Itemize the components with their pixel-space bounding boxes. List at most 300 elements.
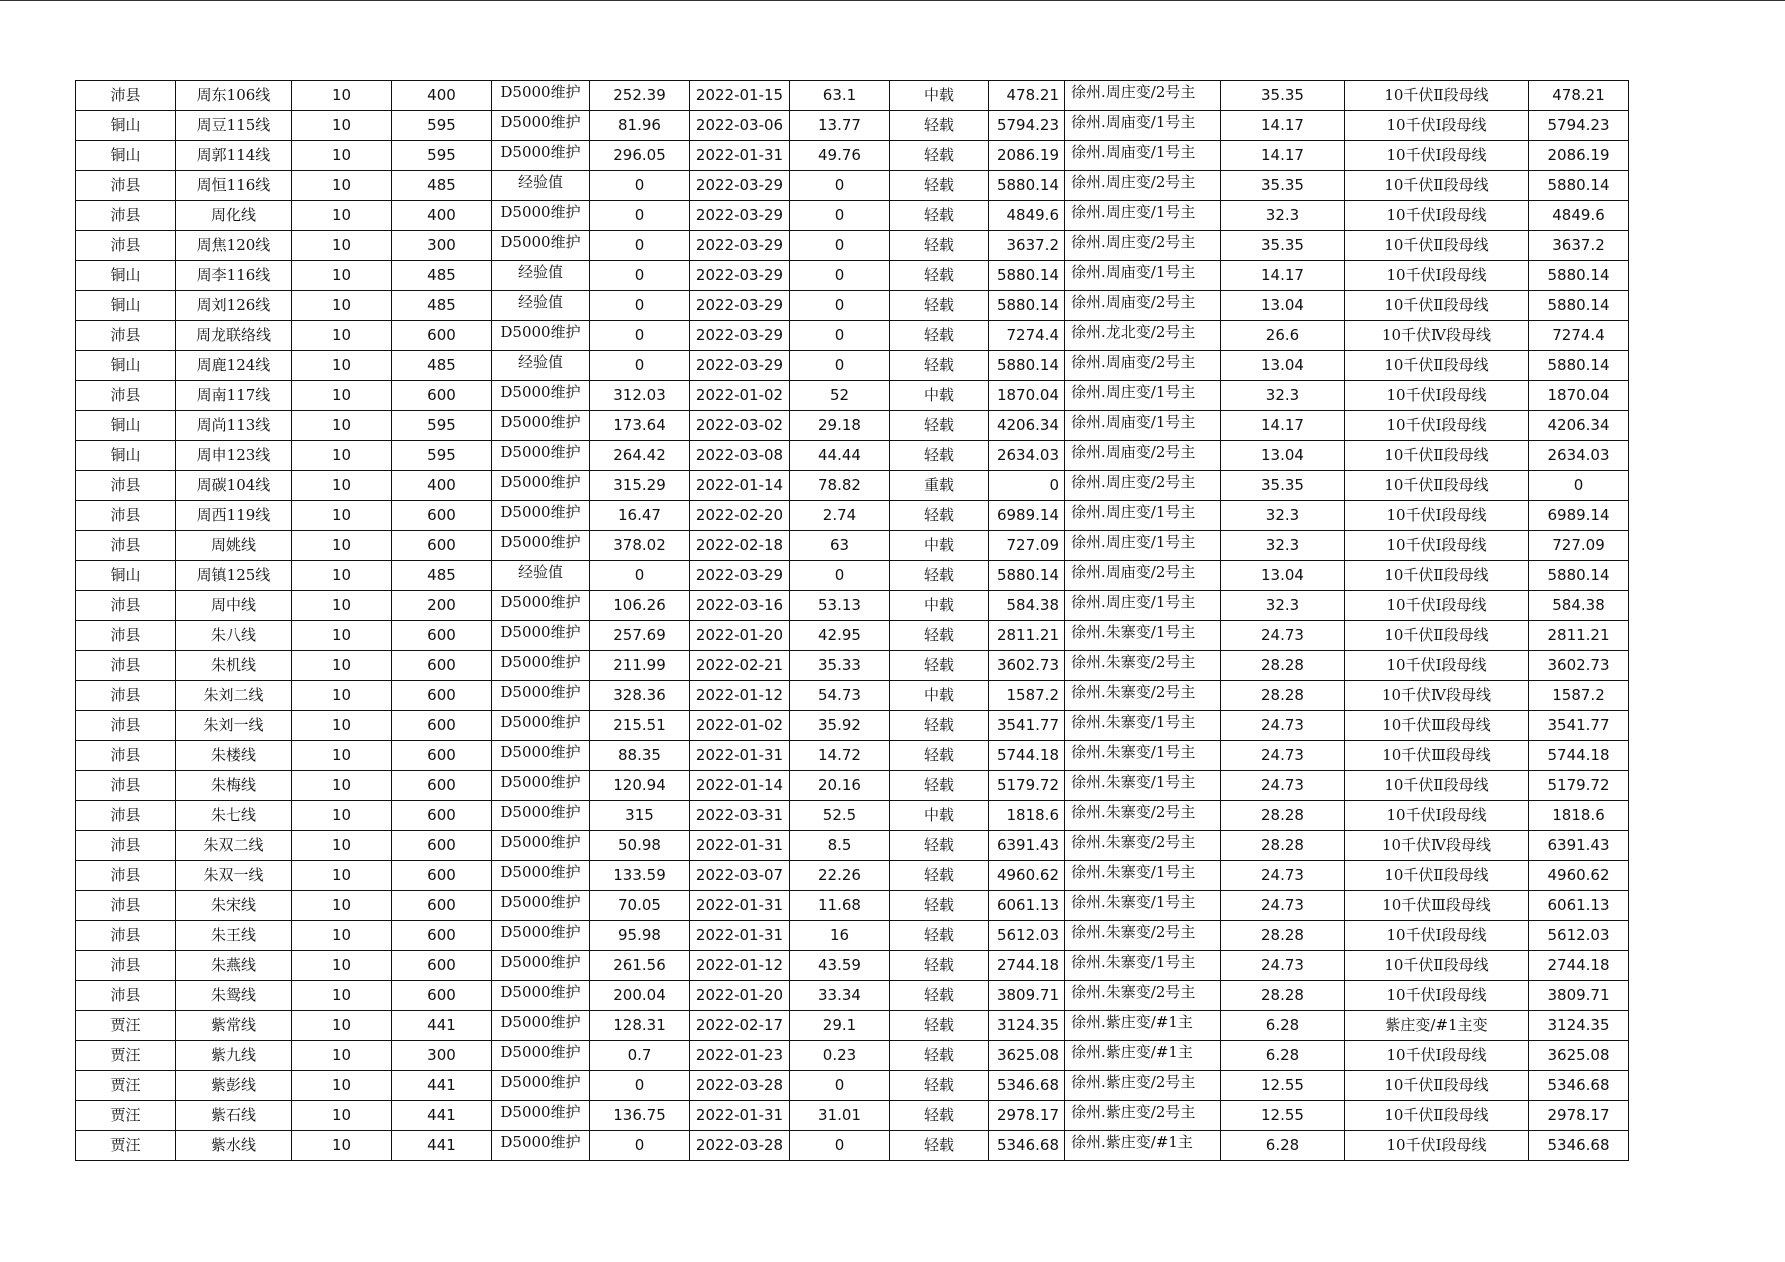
capacity-cell: 600 — [392, 951, 492, 981]
voltage-cell: 10 — [292, 1011, 392, 1041]
line-name-cell: 朱宋线 — [176, 891, 292, 921]
transformer-cell: 徐州.紫庄变/2号主 — [1065, 1071, 1221, 1101]
voltage-cell: 10 — [292, 411, 392, 441]
transformer-load-cell: 24.73 — [1221, 621, 1345, 651]
available-capacity-cell: 5346.68 — [989, 1071, 1065, 1101]
load-status-cell: 轻载 — [890, 1011, 989, 1041]
table-row — [76, 1071, 1629, 1101]
current-cell: 0 — [590, 201, 690, 231]
county-cell: 沛县 — [76, 381, 176, 411]
capacity-cell: 600 — [392, 891, 492, 921]
remaining-capacity-cell: 727.09 — [1529, 531, 1629, 561]
transformer-load-cell: 24.73 — [1221, 711, 1345, 741]
voltage-cell: 10 — [292, 261, 392, 291]
remaining-capacity-cell: 2811.21 — [1529, 621, 1629, 651]
current-cell: 88.35 — [590, 741, 690, 771]
load-status-cell: 轻载 — [890, 501, 989, 531]
available-capacity-cell: 0 — [989, 471, 1065, 501]
capacity-cell: 441 — [392, 1131, 492, 1161]
transformer-cell: 徐州.朱寨变/1号主 — [1065, 621, 1221, 651]
voltage-cell: 10 — [292, 741, 392, 771]
line-name-cell: 朱八线 — [176, 621, 292, 651]
source-cell: D5000维护 — [492, 411, 590, 441]
load-rate-cell: 52.5 — [790, 801, 890, 831]
source-cell: D5000维护 — [492, 981, 590, 1011]
date-cell: 2022-03-29 — [690, 321, 790, 351]
transformer-load-cell: 24.73 — [1221, 861, 1345, 891]
load-rate-cell: 31.01 — [790, 1101, 890, 1131]
transformer-load-cell: 32.3 — [1221, 381, 1345, 411]
bus-section-cell: 10千伏Ⅳ段母线 — [1345, 831, 1529, 861]
capacity-cell: 600 — [392, 981, 492, 1011]
source-cell: D5000维护 — [492, 771, 590, 801]
capacity-cell: 600 — [392, 711, 492, 741]
capacity-cell: 600 — [392, 651, 492, 681]
bus-section-cell: 10千伏Ⅱ段母线 — [1345, 1101, 1529, 1131]
source-cell: D5000维护 — [492, 531, 590, 561]
line-name-cell: 朱刘一线 — [176, 711, 292, 741]
source-cell: D5000维护 — [492, 81, 590, 111]
load-rate-cell: 63 — [790, 531, 890, 561]
transformer-cell: 徐州.周庙变/1号主 — [1065, 111, 1221, 141]
transformer-load-cell: 28.28 — [1221, 651, 1345, 681]
available-capacity-cell: 584.38 — [989, 591, 1065, 621]
source-cell: D5000维护 — [492, 921, 590, 951]
load-rate-cell: 0 — [790, 171, 890, 201]
load-status-cell: 轻载 — [890, 711, 989, 741]
load-status-cell: 轻载 — [890, 171, 989, 201]
transformer-cell: 徐州.紫庄变/2号主 — [1065, 1101, 1221, 1131]
date-cell: 2022-01-31 — [690, 1101, 790, 1131]
capacity-cell: 485 — [392, 261, 492, 291]
voltage-cell: 10 — [292, 81, 392, 111]
line-name-cell: 周镇125线 — [176, 561, 292, 591]
line-name-cell: 紫常线 — [176, 1011, 292, 1041]
county-cell: 沛县 — [76, 621, 176, 651]
voltage-cell: 10 — [292, 171, 392, 201]
load-status-cell: 轻载 — [890, 861, 989, 891]
bus-section-cell: 10千伏Ⅱ段母线 — [1345, 81, 1529, 111]
load-rate-cell: 0 — [790, 1071, 890, 1101]
transformer-load-cell: 13.04 — [1221, 351, 1345, 381]
line-name-cell: 周南117线 — [176, 381, 292, 411]
voltage-cell: 10 — [292, 711, 392, 741]
capacity-cell: 595 — [392, 411, 492, 441]
load-status-cell: 轻载 — [890, 1131, 989, 1161]
current-cell: 211.99 — [590, 651, 690, 681]
table-row — [76, 501, 1629, 531]
remaining-capacity-cell: 2086.19 — [1529, 141, 1629, 171]
county-cell: 铜山 — [76, 111, 176, 141]
line-name-cell: 周尚113线 — [176, 411, 292, 441]
capacity-cell: 485 — [392, 351, 492, 381]
line-name-cell: 朱梅线 — [176, 771, 292, 801]
current-cell: 0 — [590, 171, 690, 201]
current-cell: 252.39 — [590, 81, 690, 111]
table-row — [76, 951, 1629, 981]
available-capacity-cell: 5346.68 — [989, 1131, 1065, 1161]
line-name-cell: 周化线 — [176, 201, 292, 231]
bus-section-cell: 10千伏Ⅳ段母线 — [1345, 321, 1529, 351]
current-cell: 328.36 — [590, 681, 690, 711]
available-capacity-cell: 1818.6 — [989, 801, 1065, 831]
source-cell: D5000维护 — [492, 861, 590, 891]
remaining-capacity-cell: 2744.18 — [1529, 951, 1629, 981]
load-rate-cell: 0 — [790, 231, 890, 261]
capacity-cell: 600 — [392, 381, 492, 411]
voltage-cell: 10 — [292, 111, 392, 141]
transformer-cell: 徐州.紫庄变/#1主 — [1065, 1011, 1221, 1041]
line-name-cell: 朱鸳线 — [176, 981, 292, 1011]
table-row — [76, 771, 1629, 801]
source-cell: D5000维护 — [492, 501, 590, 531]
capacity-cell: 485 — [392, 561, 492, 591]
source-cell: D5000维护 — [492, 381, 590, 411]
transformer-cell: 徐州.朱寨变/2号主 — [1065, 681, 1221, 711]
capacity-cell: 441 — [392, 1101, 492, 1131]
capacity-cell: 600 — [392, 681, 492, 711]
transformer-cell: 徐州.朱寨变/1号主 — [1065, 891, 1221, 921]
transformer-cell: 徐州.朱寨变/2号主 — [1065, 981, 1221, 1011]
transformer-cell: 徐州.朱寨变/1号主 — [1065, 771, 1221, 801]
remaining-capacity-cell: 4960.62 — [1529, 861, 1629, 891]
transformer-cell: 徐州.周庄变/2号主 — [1065, 471, 1221, 501]
load-status-cell: 轻载 — [890, 771, 989, 801]
bus-section-cell: 10千伏Ⅰ段母线 — [1345, 921, 1529, 951]
capacity-cell: 595 — [392, 111, 492, 141]
date-cell: 2022-03-28 — [690, 1071, 790, 1101]
remaining-capacity-cell: 6061.13 — [1529, 891, 1629, 921]
capacity-cell: 600 — [392, 831, 492, 861]
county-cell: 沛县 — [76, 591, 176, 621]
page-top-rule — [0, 0, 1785, 1]
source-cell: D5000维护 — [492, 1131, 590, 1161]
current-cell: 296.05 — [590, 141, 690, 171]
load-status-cell: 中载 — [890, 531, 989, 561]
current-cell: 106.26 — [590, 591, 690, 621]
source-cell: D5000维护 — [492, 621, 590, 651]
remaining-capacity-cell: 1587.2 — [1529, 681, 1629, 711]
current-cell: 315.29 — [590, 471, 690, 501]
transformer-load-cell: 24.73 — [1221, 951, 1345, 981]
county-cell: 铜山 — [76, 561, 176, 591]
source-cell: D5000维护 — [492, 591, 590, 621]
transformer-cell: 徐州.周庙变/1号主 — [1065, 261, 1221, 291]
available-capacity-cell: 4206.34 — [989, 411, 1065, 441]
voltage-cell: 10 — [292, 501, 392, 531]
transformer-load-cell: 13.04 — [1221, 441, 1345, 471]
available-capacity-cell: 7274.4 — [989, 321, 1065, 351]
load-rate-cell: 63.1 — [790, 81, 890, 111]
load-rate-cell: 29.18 — [790, 411, 890, 441]
source-cell: 经验值 — [492, 171, 590, 201]
bus-section-cell: 10千伏Ⅱ段母线 — [1345, 561, 1529, 591]
capacity-cell: 400 — [392, 201, 492, 231]
transformer-load-cell: 28.28 — [1221, 981, 1345, 1011]
load-rate-cell: 78.82 — [790, 471, 890, 501]
available-capacity-cell: 5794.23 — [989, 111, 1065, 141]
table-row — [76, 321, 1629, 351]
transformer-load-cell: 28.28 — [1221, 801, 1345, 831]
load-rate-cell: 33.34 — [790, 981, 890, 1011]
table-row — [76, 891, 1629, 921]
load-rate-cell: 14.72 — [790, 741, 890, 771]
date-cell: 2022-01-12 — [690, 681, 790, 711]
current-cell: 312.03 — [590, 381, 690, 411]
bus-section-cell: 10千伏Ⅱ段母线 — [1345, 441, 1529, 471]
date-cell: 2022-03-29 — [690, 201, 790, 231]
available-capacity-cell: 2811.21 — [989, 621, 1065, 651]
bus-section-cell: 10千伏Ⅱ段母线 — [1345, 171, 1529, 201]
date-cell: 2022-02-17 — [690, 1011, 790, 1041]
date-cell: 2022-01-02 — [690, 711, 790, 741]
line-name-cell: 朱燕线 — [176, 951, 292, 981]
date-cell: 2022-03-28 — [690, 1131, 790, 1161]
county-cell: 铜山 — [76, 141, 176, 171]
table-row — [76, 681, 1629, 711]
transformer-load-cell: 6.28 — [1221, 1041, 1345, 1071]
voltage-cell: 10 — [292, 231, 392, 261]
county-cell: 贾汪 — [76, 1131, 176, 1161]
date-cell: 2022-03-29 — [690, 171, 790, 201]
bus-section-cell: 10千伏Ⅰ段母线 — [1345, 261, 1529, 291]
bus-section-cell: 10千伏Ⅰ段母线 — [1345, 411, 1529, 441]
transformer-cell: 徐州.朱寨变/2号主 — [1065, 921, 1221, 951]
remaining-capacity-cell: 6391.43 — [1529, 831, 1629, 861]
line-name-cell: 朱楼线 — [176, 741, 292, 771]
table-row — [76, 261, 1629, 291]
table-row — [76, 411, 1629, 441]
bus-section-cell: 10千伏Ⅱ段母线 — [1345, 351, 1529, 381]
available-capacity-cell: 2086.19 — [989, 141, 1065, 171]
transformer-load-cell: 32.3 — [1221, 201, 1345, 231]
load-rate-cell: 29.1 — [790, 1011, 890, 1041]
available-capacity-cell: 1870.04 — [989, 381, 1065, 411]
table-row — [76, 81, 1629, 111]
voltage-cell: 10 — [292, 1101, 392, 1131]
capacity-cell: 485 — [392, 171, 492, 201]
source-cell: 经验值 — [492, 261, 590, 291]
load-status-cell: 中载 — [890, 381, 989, 411]
transformer-load-cell: 6.28 — [1221, 1011, 1345, 1041]
line-name-cell: 周鹿124线 — [176, 351, 292, 381]
transformer-cell: 徐州.周庄变/2号主 — [1065, 81, 1221, 111]
date-cell: 2022-03-07 — [690, 861, 790, 891]
bus-section-cell: 10千伏Ⅲ段母线 — [1345, 741, 1529, 771]
available-capacity-cell: 5612.03 — [989, 921, 1065, 951]
bus-section-cell: 10千伏Ⅰ段母线 — [1345, 651, 1529, 681]
source-cell: D5000维护 — [492, 111, 590, 141]
voltage-cell: 10 — [292, 1131, 392, 1161]
source-cell: D5000维护 — [492, 201, 590, 231]
available-capacity-cell: 5744.18 — [989, 741, 1065, 771]
date-cell: 2022-01-31 — [690, 921, 790, 951]
county-cell: 铜山 — [76, 261, 176, 291]
line-name-cell: 朱刘二线 — [176, 681, 292, 711]
load-status-cell: 轻载 — [890, 891, 989, 921]
county-cell: 沛县 — [76, 711, 176, 741]
remaining-capacity-cell: 1818.6 — [1529, 801, 1629, 831]
source-cell: 经验值 — [492, 291, 590, 321]
capacity-cell: 600 — [392, 771, 492, 801]
remaining-capacity-cell: 3637.2 — [1529, 231, 1629, 261]
current-cell: 0 — [590, 321, 690, 351]
source-cell: D5000维护 — [492, 741, 590, 771]
available-capacity-cell: 4849.6 — [989, 201, 1065, 231]
bus-section-cell: 10千伏Ⅰ段母线 — [1345, 1131, 1529, 1161]
load-status-cell: 中载 — [890, 81, 989, 111]
bus-section-cell: 10千伏Ⅰ段母线 — [1345, 111, 1529, 141]
source-cell: D5000维护 — [492, 231, 590, 261]
load-rate-cell: 11.68 — [790, 891, 890, 921]
transformer-load-cell: 13.04 — [1221, 561, 1345, 591]
voltage-cell: 10 — [292, 1071, 392, 1101]
current-cell: 0 — [590, 1071, 690, 1101]
table-row — [76, 561, 1629, 591]
table-row — [76, 861, 1629, 891]
source-cell: D5000维护 — [492, 1071, 590, 1101]
voltage-cell: 10 — [292, 771, 392, 801]
load-status-cell: 轻载 — [890, 231, 989, 261]
capacity-cell: 600 — [392, 501, 492, 531]
capacity-cell: 200 — [392, 591, 492, 621]
date-cell: 2022-03-29 — [690, 231, 790, 261]
transformer-cell: 徐州.周庄变/1号主 — [1065, 201, 1221, 231]
available-capacity-cell: 5880.14 — [989, 291, 1065, 321]
capacity-cell: 600 — [392, 921, 492, 951]
bus-section-cell: 10千伏Ⅱ段母线 — [1345, 231, 1529, 261]
date-cell: 2022-01-23 — [690, 1041, 790, 1071]
source-cell: D5000维护 — [492, 951, 590, 981]
transformer-load-cell: 35.35 — [1221, 171, 1345, 201]
transformer-cell: 徐州.周庙变/2号主 — [1065, 441, 1221, 471]
remaining-capacity-cell: 5346.68 — [1529, 1071, 1629, 1101]
load-rate-cell: 42.95 — [790, 621, 890, 651]
transformer-load-cell: 35.35 — [1221, 231, 1345, 261]
load-status-cell: 轻载 — [890, 141, 989, 171]
transformer-cell: 徐州.周庄变/2号主 — [1065, 171, 1221, 201]
load-status-cell: 轻载 — [890, 261, 989, 291]
load-status-cell: 中载 — [890, 591, 989, 621]
available-capacity-cell: 5880.14 — [989, 261, 1065, 291]
table-row — [76, 1011, 1629, 1041]
load-rate-cell: 44.44 — [790, 441, 890, 471]
transformer-cell: 徐州.周庄变/1号主 — [1065, 591, 1221, 621]
remaining-capacity-cell: 5880.14 — [1529, 351, 1629, 381]
transformer-load-cell: 35.35 — [1221, 471, 1345, 501]
date-cell: 2022-01-14 — [690, 471, 790, 501]
county-cell: 沛县 — [76, 831, 176, 861]
bus-section-cell: 10千伏Ⅱ段母线 — [1345, 621, 1529, 651]
table-row — [76, 531, 1629, 561]
transformer-cell: 徐州.周庄变/1号主 — [1065, 381, 1221, 411]
line-name-cell: 朱机线 — [176, 651, 292, 681]
current-cell: 173.64 — [590, 411, 690, 441]
county-cell: 贾汪 — [76, 1011, 176, 1041]
table-row — [76, 231, 1629, 261]
remaining-capacity-cell: 584.38 — [1529, 591, 1629, 621]
line-name-cell: 朱王线 — [176, 921, 292, 951]
transformer-load-cell: 24.73 — [1221, 741, 1345, 771]
date-cell: 2022-01-20 — [690, 981, 790, 1011]
voltage-cell: 10 — [292, 981, 392, 1011]
transformer-load-cell: 13.04 — [1221, 291, 1345, 321]
county-cell: 沛县 — [76, 981, 176, 1011]
county-cell: 贾汪 — [76, 1101, 176, 1131]
voltage-cell: 10 — [292, 951, 392, 981]
voltage-cell: 10 — [292, 1041, 392, 1071]
capacity-cell: 595 — [392, 141, 492, 171]
source-cell: D5000维护 — [492, 471, 590, 501]
county-cell: 沛县 — [76, 861, 176, 891]
line-name-cell: 周焦120线 — [176, 231, 292, 261]
remaining-capacity-cell: 5744.18 — [1529, 741, 1629, 771]
table-row — [76, 441, 1629, 471]
transformer-cell: 徐州.朱寨变/2号主 — [1065, 651, 1221, 681]
load-rate-cell: 35.33 — [790, 651, 890, 681]
current-cell: 16.47 — [590, 501, 690, 531]
county-cell: 沛县 — [76, 501, 176, 531]
date-cell: 2022-03-29 — [690, 291, 790, 321]
remaining-capacity-cell: 478.21 — [1529, 81, 1629, 111]
current-cell: 70.05 — [590, 891, 690, 921]
bus-section-cell: 紫庄变/#1主变 — [1345, 1011, 1529, 1041]
load-rate-cell: 0 — [790, 351, 890, 381]
remaining-capacity-cell: 5880.14 — [1529, 261, 1629, 291]
county-cell: 沛县 — [76, 531, 176, 561]
line-name-cell: 紫石线 — [176, 1101, 292, 1131]
load-status-cell: 轻载 — [890, 1071, 989, 1101]
date-cell: 2022-01-31 — [690, 141, 790, 171]
load-rate-cell: 22.26 — [790, 861, 890, 891]
load-rate-cell: 0 — [790, 561, 890, 591]
capacity-cell: 600 — [392, 621, 492, 651]
date-cell: 2022-01-31 — [690, 741, 790, 771]
bus-section-cell: 10千伏Ⅳ段母线 — [1345, 681, 1529, 711]
line-name-cell: 周龙联络线 — [176, 321, 292, 351]
voltage-cell: 10 — [292, 561, 392, 591]
date-cell: 2022-01-31 — [690, 831, 790, 861]
line-name-cell: 朱七线 — [176, 801, 292, 831]
date-cell: 2022-03-02 — [690, 411, 790, 441]
remaining-capacity-cell: 5794.23 — [1529, 111, 1629, 141]
line-name-cell: 周西119线 — [176, 501, 292, 531]
county-cell: 铜山 — [76, 411, 176, 441]
transformer-load-cell: 28.28 — [1221, 681, 1345, 711]
date-cell: 2022-03-16 — [690, 591, 790, 621]
load-rate-cell: 53.13 — [790, 591, 890, 621]
voltage-cell: 10 — [292, 291, 392, 321]
available-capacity-cell: 2978.17 — [989, 1101, 1065, 1131]
remaining-capacity-cell: 4206.34 — [1529, 411, 1629, 441]
county-cell: 沛县 — [76, 951, 176, 981]
current-cell: 264.42 — [590, 441, 690, 471]
table-row — [76, 381, 1629, 411]
table-row — [76, 1131, 1629, 1161]
load-status-cell: 轻载 — [890, 411, 989, 441]
capacity-cell: 300 — [392, 1041, 492, 1071]
county-cell: 铜山 — [76, 291, 176, 321]
table-row — [76, 741, 1629, 771]
current-cell: 0.7 — [590, 1041, 690, 1071]
transformer-cell: 徐州.周庄变/1号主 — [1065, 531, 1221, 561]
load-rate-cell: 8.5 — [790, 831, 890, 861]
remaining-capacity-cell: 3625.08 — [1529, 1041, 1629, 1071]
bus-section-cell: 10千伏Ⅰ段母线 — [1345, 381, 1529, 411]
table-row — [76, 801, 1629, 831]
capacity-cell: 600 — [392, 531, 492, 561]
current-cell: 128.31 — [590, 1011, 690, 1041]
